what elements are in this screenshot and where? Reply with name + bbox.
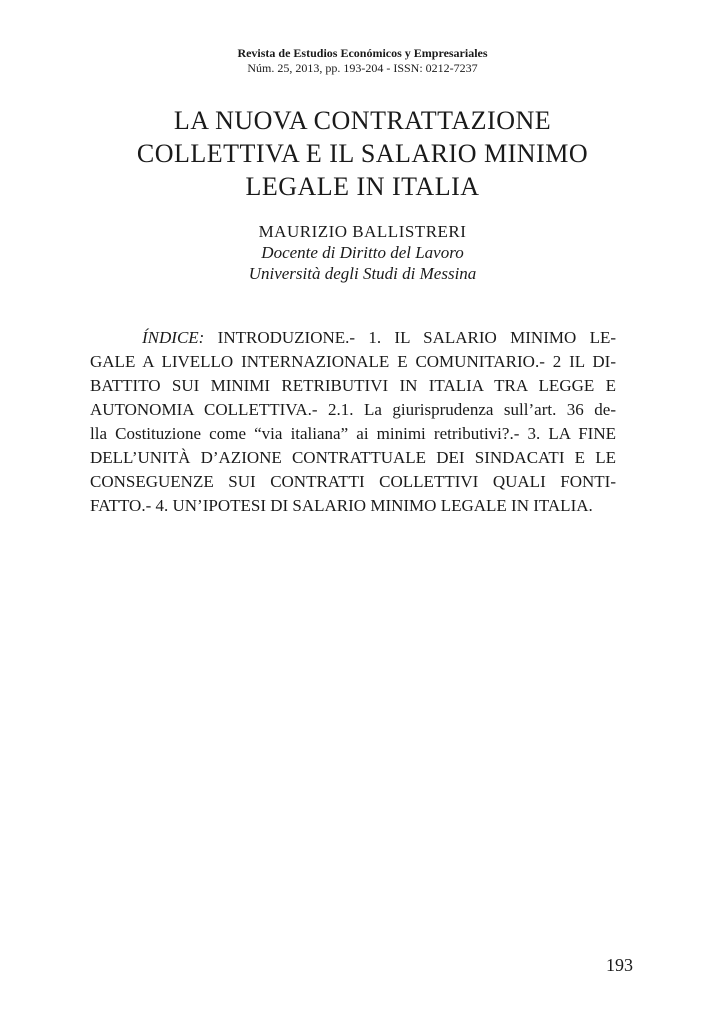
journal-issue: Núm. 25, 2013, pp. 193-204 - ISSN: 0212-7237	[247, 61, 478, 75]
index-line: lla Costituzione come “via italiana” ai minimi retributivi?.- 3. LA FINE	[90, 424, 616, 443]
author-position: Docente di Diritto del Lavoro	[261, 243, 464, 262]
index-line: AUTONOMIA COLLETTIVA.- 2.1. La giurisprudenza sull’art. 36 de-	[90, 400, 616, 419]
author-block	[0, 221, 725, 284]
title-line: LA NUOVA CONTRATTAZIONE	[173, 106, 552, 135]
title-line: LEGALE IN ITALIA	[245, 172, 480, 201]
author-institution: Università degli Studi di Messina	[248, 264, 477, 283]
journal-header	[0, 46, 725, 76]
index-label: ÍNDICE:	[142, 328, 205, 347]
index-line: CONSEGUENZE SUI CONTRATTI COLLETTIVI QUALI FONTI-	[90, 472, 616, 491]
title-line: COLLETTIVA E IL SALARIO MINIMO	[136, 139, 589, 168]
table-of-contents	[90, 326, 616, 518]
index-line	[90, 326, 616, 350]
author-name: MAURIZIO BALLISTRERI	[258, 222, 467, 241]
index-line: GALE A LIVELLO INTERNAZIONALE E COMUNITARIO.- 2 IL DI-	[90, 352, 616, 371]
index-text: INTRODUZIONE.- 1. IL SALARIO MINIMO LE-	[217, 328, 617, 347]
index-line: BATTITO SUI MINIMI RETRIBUTIVI IN ITALIA TRA LEGGE E	[90, 376, 616, 395]
page-number: 193	[606, 955, 633, 975]
article-title	[60, 104, 665, 203]
journal-name: Revista de Estudios Económicos y Empresariales	[237, 46, 488, 60]
index-line: DELL’UNITÀ D’AZIONE CONTRATTUALE DEI SINDACATI E LE	[90, 448, 616, 467]
index-line: FATTO.- 4. UN’IPOTESI DI SALARIO MINIMO LEGALE IN ITALIA.	[90, 496, 593, 515]
